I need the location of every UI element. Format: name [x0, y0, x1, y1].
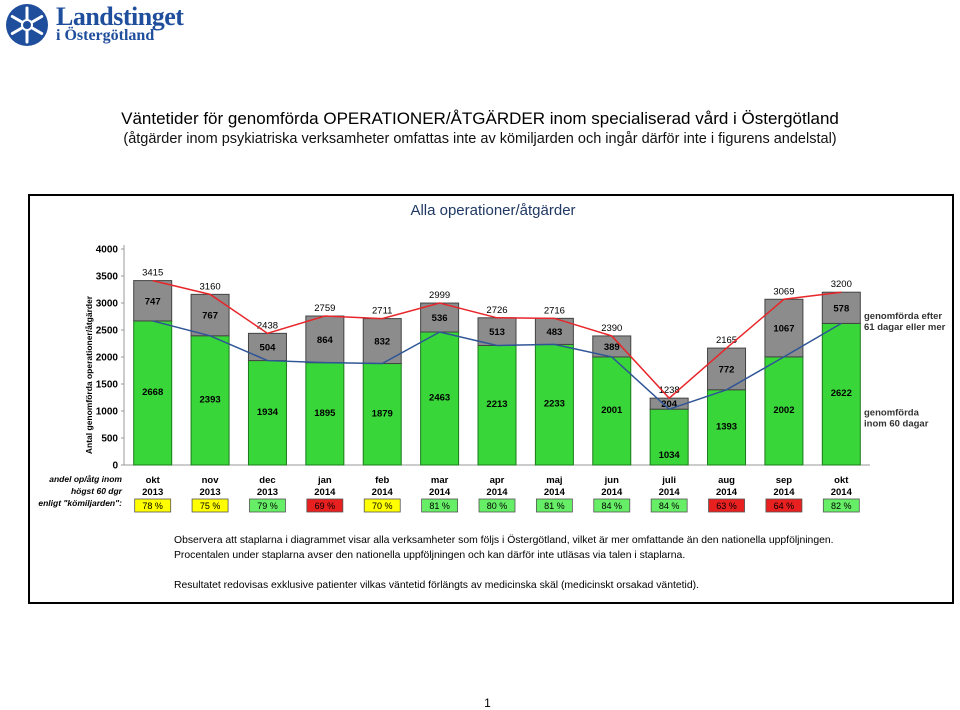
data-label-total: 3160 [199, 281, 221, 293]
y-tick-label: 2000 [95, 352, 118, 364]
data-label-efter-61-dagar: 483 [546, 326, 563, 338]
data-label-efter-61-dagar: 767 [202, 310, 219, 322]
y-tick-label: 0 [112, 460, 118, 472]
data-label-total: 2759 [314, 303, 336, 315]
data-label-efter-61-dagar: 578 [833, 303, 850, 315]
logo [4, 2, 204, 48]
data-label-efter-61-dagar: 513 [489, 327, 505, 339]
legend-inom-60-dagar: inom 60 dagar [864, 418, 929, 430]
data-label-inom-60-dagar: 1895 [314, 407, 336, 419]
x-tick-label-year: 2014 [601, 487, 623, 498]
x-tick-label-month: nov [201, 475, 219, 486]
share-value: 84 % [601, 501, 623, 511]
data-label-inom-60-dagar: 2001 [601, 404, 623, 416]
y-tick-label: 1000 [95, 406, 118, 418]
y-tick-label: 1500 [95, 379, 118, 391]
x-tick-label-month: dec [259, 475, 276, 486]
x-tick-label-year: 2013 [256, 487, 279, 498]
x-tick-label-year: 2014 [658, 487, 680, 498]
share-value: 79 % [257, 501, 278, 511]
x-tick-label-year: 2014 [773, 487, 795, 498]
data-label-total: 3415 [142, 267, 164, 279]
x-tick-label-month: maj [546, 475, 563, 486]
data-label-total: 2716 [543, 305, 565, 317]
data-label-efter-61-dagar: 864 [316, 334, 333, 346]
data-label-total: 2999 [429, 290, 451, 302]
data-label-efter-61-dagar: 504 [259, 342, 276, 354]
share-value: 82 % [831, 501, 852, 511]
share-row-label: andel op/åtg inom [49, 474, 122, 484]
data-label-total: 2711 [372, 305, 393, 317]
share-value: 78 % [142, 501, 163, 511]
data-label-inom-60-dagar: 2233 [543, 398, 565, 410]
share-value: 75 % [199, 501, 221, 511]
data-label-inom-60-dagar: 2668 [142, 386, 164, 398]
logo-subtitle: i Östergötland [56, 27, 155, 44]
legend-efter-61-dagar: genomförda efter [864, 311, 943, 323]
x-tick-label-month: feb [375, 475, 390, 486]
data-label-efter-61-dagar: 772 [718, 364, 735, 376]
snowflake-emblem-icon [4, 2, 50, 48]
data-label-total: 3200 [830, 279, 852, 291]
share-value: 80 % [486, 501, 508, 511]
x-tick-label-year: 2014 [486, 487, 508, 498]
page-subtitle: (åtgärder inom psykiatriska verksamheter omfattas inte av kömiljarden och ingår därför inte i figurens andelstal) [123, 131, 837, 147]
data-label-inom-60-dagar: 2213 [486, 399, 508, 411]
share-row-label: enligt "kömiljarden": [38, 498, 122, 508]
data-label-efter-61-dagar: 536 [431, 313, 448, 325]
x-tick-label-month: jan [317, 475, 332, 486]
x-tick-label-year: 2013 [142, 487, 164, 498]
data-label-inom-60-dagar: 1393 [715, 421, 738, 433]
page-title: Väntetider för genomförda OPERATIONER/ÅTGÄRDER inom specialiserad vård i Östergötland [121, 109, 839, 128]
y-tick-label: 4000 [95, 244, 118, 256]
y-tick-label: 3000 [95, 298, 118, 310]
y-tick-label: 2500 [95, 325, 118, 337]
data-label-inom-60-dagar: 2393 [199, 394, 221, 406]
chart-title: Alla operationer/åtgärder [410, 202, 576, 219]
x-tick-label-month: apr [489, 475, 505, 486]
x-tick-label-month: okt [145, 475, 160, 486]
data-label-inom-60-dagar: 1879 [371, 408, 393, 420]
logo-name: Landstinget [56, 2, 184, 31]
data-label-total: 2165 [715, 335, 738, 347]
x-tick-label-year: 2014 [715, 487, 738, 498]
data-label-inom-60-dagar: 2622 [830, 388, 852, 400]
share-value: 69 % [314, 501, 336, 511]
data-label-total: 3069 [773, 286, 795, 298]
data-label-efter-61-dagar: 747 [144, 296, 161, 308]
share-value: 81 % [544, 501, 565, 511]
x-tick-label-year: 2013 [199, 487, 221, 498]
data-label-efter-61-dagar: 832 [374, 336, 391, 348]
x-tick-label-year: 2014 [543, 487, 565, 498]
legend-efter-61-dagar: 61 dagar eller mer [864, 322, 946, 334]
data-label-inom-60-dagar: 2463 [429, 392, 451, 404]
data-label-total: 2726 [486, 304, 508, 316]
x-tick-label-year: 2014 [371, 487, 393, 498]
data-label-inom-60-dagar: 1034 [658, 450, 680, 461]
x-tick-label-year: 2014 [830, 487, 852, 498]
y-axis-title: Antal genomförda operationer/åtgärder [84, 295, 94, 455]
x-tick-label-month: jun [604, 475, 619, 486]
data-label-efter-61-dagar: 389 [603, 341, 620, 353]
legend-inom-60-dagar: genomförda [864, 407, 919, 419]
page-number: 1 [484, 696, 491, 710]
share-value: 63 % [716, 501, 737, 511]
share-value: 70 % [371, 501, 393, 511]
x-tick-label-year: 2014 [314, 487, 336, 498]
data-label-efter-61-dagar: 204 [661, 399, 678, 411]
y-tick-label: 3500 [95, 271, 118, 283]
data-label-total: 2438 [256, 320, 279, 332]
data-label-inom-60-dagar: 1934 [256, 406, 279, 418]
x-tick-label-month: juli [662, 475, 677, 486]
data-label-inom-60-dagar: 2002 [773, 404, 795, 416]
data-label-total: 2390 [601, 322, 623, 334]
share-row-label: högst 60 dgr [70, 486, 122, 496]
share-value: 81 % [429, 501, 450, 511]
share-value: 84 % [658, 501, 680, 511]
data-label-total: 1238 [658, 385, 680, 397]
chart-frame [28, 194, 954, 604]
data-label-efter-61-dagar: 1067 [773, 323, 795, 335]
x-tick-label-month: okt [834, 475, 849, 486]
y-tick-label: 500 [101, 433, 118, 445]
note-observation: Observera att staplarna i diagrammet visar alla verksamheter som följs i Östergötland, vilket är mer omfattande än den nationella uppföljningen. [174, 535, 834, 546]
note-percentages: Procentalen under staplarna avser den nationella uppföljningen och kan därför inte utläsas via talen i staplarna. [174, 550, 686, 561]
x-tick-label-year: 2014 [429, 487, 451, 498]
x-tick-label-month: sep [775, 475, 793, 486]
share-value: 64 % [773, 501, 795, 511]
x-tick-label-month: aug [718, 475, 735, 486]
note-exclusions: Resultatet redovisas exklusive patienter vilkas väntetid förlängts av medicinska skäl (medicinskt orsakad väntetid). [174, 580, 699, 591]
x-tick-label-month: mar [430, 475, 449, 486]
